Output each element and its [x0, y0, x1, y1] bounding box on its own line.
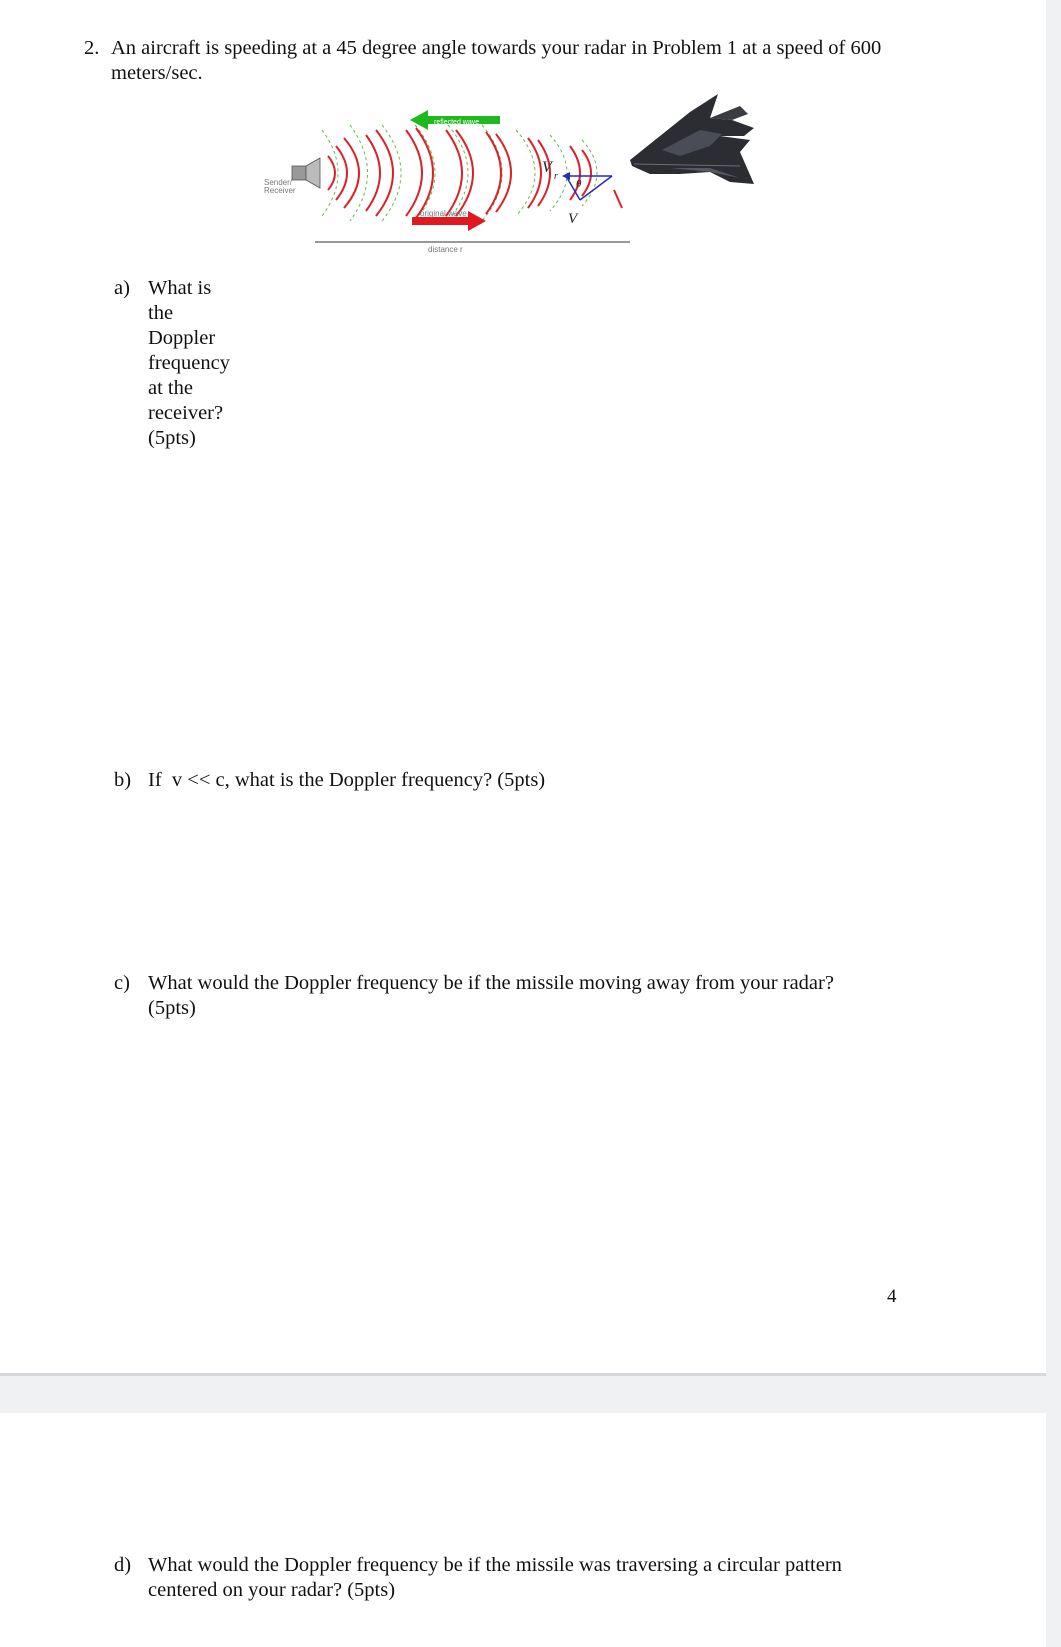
question-label: c) [114, 972, 130, 994]
vr-subscript: r [554, 171, 558, 182]
original-wavefronts [328, 128, 622, 218]
question-label: d) [114, 1554, 132, 1576]
question-text: What would the Doppler frequency be if the missile moving away from your radar? [148, 972, 834, 994]
vr-arrowhead [562, 172, 570, 180]
page-number: 4 [887, 1286, 897, 1307]
reflected-wave-label: reflected wave [434, 119, 480, 126]
theta-label: θ [576, 178, 582, 190]
distance-label: distance r [428, 245, 463, 254]
speaker-icon [292, 158, 320, 188]
scrollbar-track[interactable] [1046, 0, 1061, 1647]
page-gap [0, 1373, 1046, 1413]
vr-label: V [542, 159, 552, 176]
v-label: V [568, 211, 578, 227]
question-label: b) [114, 769, 132, 791]
sender-label: Sender/ [264, 178, 293, 187]
page-gap-shadow [0, 1373, 1046, 1376]
doppler-radar-figure [264, 90, 800, 260]
problem-text: An aircraft is speeding at a 45 degree angle towards your radar in Problem 1 at a speed of 600 meters/sec. [111, 37, 882, 84]
question-text-line2: centered on your radar? (5pts) [148, 1579, 396, 1601]
question-text-line2: (5pts) [148, 997, 196, 1019]
question-text: What is the Doppler frequency at the receiver? (5pts) [148, 277, 230, 449]
receiver-label: Receiver [264, 186, 296, 195]
problem-number: 2. [84, 37, 100, 59]
question-text: If v << c, what is the Doppler frequency? (5pts) [148, 769, 546, 791]
page-2 [0, 1413, 1046, 1647]
question-label: a) [114, 277, 130, 299]
question-text: What would the Doppler frequency be if the missile was traversing a circular pattern [148, 1554, 842, 1576]
original-wave-label: original wave [420, 209, 467, 218]
stealth-aircraft-image [630, 94, 754, 184]
